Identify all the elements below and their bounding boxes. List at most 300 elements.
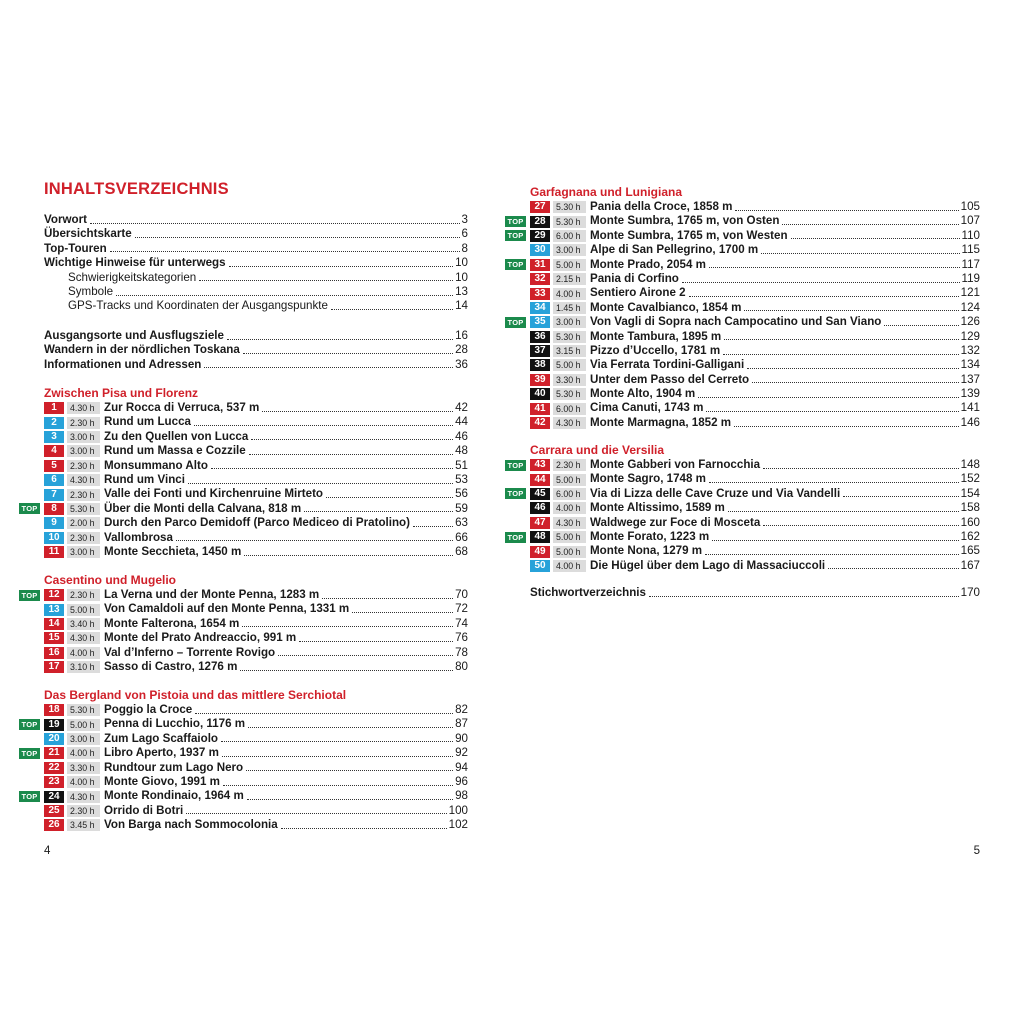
entry-title: Ausgangsorte und Ausflugsziele [44,329,224,342]
tour-duration: 4.30 h [67,474,100,486]
dot-leader [116,287,453,296]
tour-duration: 2.30 h [553,459,586,471]
top-badge: TOP [19,748,40,759]
dot-leader [227,331,453,340]
tour-duration: 2.00 h [67,517,100,529]
toc-entry[interactable] [44,299,468,313]
index-link[interactable] [530,586,980,600]
section-garfagnana [507,184,980,430]
tour-number: 30 [530,244,550,256]
tour-name: Monte Prado, 2054 m [590,257,706,271]
dot-leader [331,301,453,310]
tour-page: 154 [960,486,980,500]
entry-title: Symbole [68,284,114,298]
section-carrara [507,442,980,573]
tour-entry[interactable] [507,486,980,501]
tour-entry[interactable] [44,602,468,616]
tour-number: 26 [44,819,64,831]
tour-duration: 4.00 h [553,288,586,300]
tour-duration: 3.30 h [553,374,586,386]
tour-page: 94 [455,760,468,774]
dot-leader [186,805,446,814]
dot-leader [176,532,453,541]
tour-duration: 6.00 h [553,230,586,242]
tour-entry[interactable] [507,214,980,228]
dot-leader [744,302,958,311]
dot-leader [761,245,959,254]
tour-entry[interactable] [44,531,468,545]
page-number-right: 5 [973,845,980,857]
tour-duration: 5.00 h [553,359,586,371]
entry-title: GPS-Tracks und Koordinaten der Ausgangspunkte [68,299,328,313]
tour-page: 59 [455,501,468,515]
toc-entry[interactable] [44,329,468,343]
entry-title: Top-Touren [44,241,107,255]
tour-number: 1 [44,402,64,414]
dot-leader [728,503,959,512]
tour-number: 18 [44,704,64,716]
tour-duration: 5.00 h [553,259,586,271]
tour-duration: 2.30 h [67,417,100,429]
right-page [507,0,980,1024]
tour-duration: 5.30 h [553,331,586,343]
tour-entry[interactable] [530,416,980,430]
dot-leader [705,546,959,555]
tour-name: Durch den Parco Demidoff (Parco Mediceo di Pratolino) [104,516,410,530]
dot-leader [828,560,959,569]
tour-number: 23 [44,776,64,788]
dot-leader [242,618,453,627]
tour-name: Monte Nona, 1279 m [590,544,703,558]
dot-leader [304,503,453,512]
tour-number: 46 [530,502,550,514]
tour-entry[interactable] [530,200,980,214]
entry-page: 14 [455,299,468,313]
tour-page: 121 [960,286,980,300]
tour-entry[interactable] [507,315,980,329]
tour-entry[interactable] [44,415,468,429]
tour-entry[interactable] [530,559,980,573]
tour-number: 44 [530,474,550,486]
dot-leader [135,229,460,238]
tour-number: 31 [530,259,550,271]
tour-page: 100 [448,803,468,817]
tour-name: Pania della Croce, 1858 m [590,200,733,213]
tour-name: Die Hügel über dem Lago di Massaciuccoli [590,558,826,572]
section-pistoia [21,687,468,833]
toc-entry[interactable] [44,256,468,270]
tour-number: 17 [44,661,64,673]
tour-number: 5 [44,460,64,472]
tour-entry[interactable] [21,789,468,803]
tour-page: 124 [960,300,980,314]
tour-page: 98 [455,789,468,803]
tour-entry[interactable] [44,444,468,458]
tour-number: 21 [44,747,64,759]
entry-page: 10 [455,256,468,270]
tour-entry[interactable] [530,373,980,387]
top-badge: TOP [505,216,526,227]
tour-duration: 5.30 h [553,201,586,213]
tour-name: Orrido di Botri [104,803,184,817]
tour-page: 80 [455,659,468,673]
tour-duration: 3.00 h [553,244,586,256]
tour-name: Monte Tambura, 1895 m [590,329,722,343]
tour-name: Unter dem Passo del Cerreto [590,372,750,386]
dot-leader [709,474,959,483]
tour-duration: 3.10 h [67,661,100,673]
tour-entry[interactable] [507,529,980,544]
tour-entry[interactable] [530,344,980,358]
tour-number: 47 [530,517,550,529]
top-badge: TOP [19,503,40,514]
tour-name: Von Vagli di Sopra nach Campocatino und San Viano [590,315,882,329]
tour-page: 102 [448,818,468,832]
tour-entry[interactable] [530,401,980,415]
tour-duration: 6.00 h [553,488,586,500]
tour-entry[interactable] [530,330,980,344]
front-matter-list [44,213,468,314]
dot-leader [723,346,958,355]
toc-entry[interactable] [44,227,468,241]
tour-name: Rund um Vinci [104,472,185,486]
tour-duration: 4.30 h [67,632,100,644]
tour-name: Poggio la Croce [104,703,193,716]
tour-page: 72 [455,602,468,616]
tour-name: Monte Forato, 1223 m [590,529,710,543]
tour-duration: 4.00 h [67,747,100,759]
tour-page: 141 [960,401,980,415]
tour-name: Monte Sagro, 1748 m [590,472,706,486]
tour-name: Val d’Inferno – Torrente Rovigo [104,645,276,659]
tour-duration: 3.40 h [67,618,100,630]
dot-leader [709,259,960,268]
tour-entry[interactable] [44,775,468,789]
dot-leader [278,647,453,656]
tour-name: Pizzo d’Uccello, 1781 m [590,343,721,357]
tour-entry[interactable] [44,487,468,501]
tour-number: 6 [44,474,64,486]
tour-entry[interactable] [44,459,468,473]
dot-leader [724,331,958,340]
tour-duration: 6.00 h [553,403,586,415]
tour-number: 20 [44,733,64,745]
dot-leader [243,345,453,354]
tour-page: 68 [455,544,468,558]
tour-number: 41 [530,403,550,415]
tour-entry[interactable] [530,243,980,257]
tour-number: 43 [530,459,550,471]
tour-page: 146 [960,415,980,429]
tour-number: 14 [44,618,64,630]
tour-number: 45 [530,488,550,500]
page-number-left: 4 [44,845,51,857]
tour-entry[interactable] [21,746,468,760]
tour-entry[interactable] [530,387,980,401]
tour-entry[interactable] [44,646,468,660]
entry-page: 3 [461,213,468,226]
tour-number: 50 [530,560,550,572]
tour-entry[interactable] [44,473,468,487]
tour-duration: 3.45 h [67,819,100,831]
page-title: INHALTSVERZEICHNIS [44,180,229,198]
tour-entry[interactable] [44,703,468,717]
tour-page: 76 [455,631,468,645]
dot-leader [689,288,959,297]
tour-entry[interactable] [530,272,980,286]
dot-leader [281,820,447,829]
entry-page: 10 [455,270,468,284]
toc-entry[interactable] [44,285,468,299]
tour-number: 15 [44,632,64,644]
tour-page: 51 [455,458,468,472]
tour-page: 53 [455,472,468,486]
tour-page: 90 [455,731,468,745]
tour-duration: 2.30 h [67,805,100,817]
tour-name: Über die Monti della Calvana, 818 m [104,501,302,515]
tour-entry[interactable] [530,358,980,372]
tour-number: 9 [44,517,64,529]
tour-number: 11 [44,546,64,558]
tour-entry[interactable] [507,257,980,272]
tour-duration: 5.30 h [553,216,586,228]
entry-title: Wichtige Hinweise für unterwegs [44,256,226,270]
toc-entry[interactable] [44,242,468,256]
tour-number: 24 [44,791,64,803]
tour-page: 105 [960,200,980,213]
tour-entry[interactable] [21,717,468,731]
dot-leader [763,460,959,469]
tour-entry[interactable] [44,401,468,415]
tour-name: Monte Giovo, 1991 m [104,774,220,788]
tour-duration: 3.00 h [67,431,100,443]
dot-leader [249,446,453,455]
tour-entry[interactable] [21,501,468,516]
top-badge: TOP [505,317,526,328]
dot-leader [752,374,959,383]
toc-entry[interactable] [44,213,468,227]
tour-name: Zur Rocca di Verruca, 537 m [104,401,260,414]
top-badge: TOP [505,488,526,499]
tour-page: 107 [960,214,980,228]
tour-page: 74 [455,616,468,630]
tour-name: Monte Gabberi von Farnocchia [590,458,761,471]
dot-leader [843,488,958,497]
tour-duration: 5.00 h [553,531,586,543]
tour-duration: 3.00 h [67,445,100,457]
dot-leader [262,403,453,412]
tour-name: Vallombrosa [104,530,173,544]
tour-number: 42 [530,417,550,429]
tour-number: 8 [44,503,64,515]
tour-name: Monte Falterona, 1654 m [104,616,240,630]
tour-number: 22 [44,762,64,774]
tour-entry[interactable] [21,588,468,602]
section-title: Zwischen Pisa und Florenz [44,386,199,400]
tour-duration: 3.15 h [553,345,586,357]
entry-title: Übersichtskarte [44,227,132,241]
tour-entry[interactable] [530,472,980,486]
dot-leader [884,317,958,326]
dot-leader [195,705,453,714]
tour-duration: 2.30 h [67,460,100,472]
tour-duration: 5.30 h [67,704,100,716]
tour-name: Rundtour zum Lago Nero [104,760,244,774]
tour-entry[interactable] [507,228,980,243]
tour-duration: 3.00 h [67,546,100,558]
tour-duration: 4.30 h [553,517,586,529]
dot-leader [244,547,453,556]
dot-leader [247,791,453,800]
tour-number: 7 [44,489,64,501]
dot-leader [211,460,453,469]
tour-name: Zum Lago Scaffaiolo [104,731,219,745]
tour-name: Monte Sumbra, 1765 m, von Osten [590,214,780,228]
tour-name: Via di Lizza delle Cave Cruze und Via Vandelli [590,486,841,500]
tour-number: 2 [44,417,64,429]
dot-leader [763,517,958,526]
tour-page: 110 [961,228,980,242]
dot-leader [221,733,453,742]
tour-entry[interactable] [44,818,468,832]
entry-title: Wandern in der nördlichen Toskana [44,343,240,357]
tour-number: 29 [530,230,550,242]
dot-leader [649,588,959,597]
tour-number: 37 [530,345,550,357]
tour-page: 160 [960,515,980,529]
tour-entry[interactable] [530,286,980,300]
dot-leader [223,777,453,786]
tour-duration: 3.00 h [553,316,586,328]
entry-page: 28 [455,343,468,357]
tour-page: 70 [455,588,468,601]
toc-entry[interactable] [44,358,468,372]
dot-leader [706,403,958,412]
tour-page: 152 [960,472,980,486]
entry-title: Stichwortverzeichnis [530,586,646,599]
tour-page: 132 [960,343,980,357]
tour-number: 33 [530,288,550,300]
tour-duration: 3.30 h [67,762,100,774]
section-casentino [21,572,468,674]
tour-number: 4 [44,445,64,457]
tour-page: 42 [455,401,468,414]
tour-entry[interactable] [530,516,980,530]
top-badge: TOP [19,719,40,730]
tour-entry[interactable] [530,301,980,315]
tour-name: Sentiero Airone 2 [590,286,686,300]
tour-page: 119 [961,271,980,285]
entry-page: 16 [455,329,468,342]
tour-page: 82 [455,703,468,716]
tour-page: 63 [455,516,468,530]
top-badge: TOP [505,532,526,543]
tour-name: Rund um Massa e Cozzile [104,444,246,458]
tour-number: 13 [44,604,64,616]
dot-leader [204,359,453,368]
tour-entry[interactable] [507,458,980,472]
tour-name: Cima Canuti, 1743 m [590,401,704,415]
tour-entry[interactable] [44,804,468,818]
tour-number: 27 [530,201,550,213]
dot-leader [322,590,453,599]
tour-number: 39 [530,374,550,386]
tour-entry[interactable] [44,631,468,645]
tour-duration: 4.00 h [67,647,100,659]
tour-number: 16 [44,647,64,659]
tour-duration: 2.30 h [67,489,100,501]
tour-page: 48 [455,444,468,458]
tour-duration: 4.00 h [553,560,586,572]
dot-leader [782,216,958,225]
tour-name: Monte Secchieta, 1450 m [104,544,242,558]
tour-page: 117 [961,257,980,271]
dot-leader [326,489,453,498]
tour-duration: 5.00 h [553,546,586,558]
tour-entry[interactable] [44,732,468,746]
section-title: Das Bergland von Pistoia und das mittlere Serchiotal [44,688,347,702]
tour-number: 19 [44,719,64,731]
tour-entry[interactable] [44,516,468,530]
tour-page: 137 [960,372,980,386]
tour-number: 25 [44,805,64,817]
tour-duration: 4.00 h [67,776,100,788]
tour-duration: 5.30 h [553,388,586,400]
tour-entry[interactable] [44,761,468,775]
tour-number: 35 [530,316,550,328]
tour-page: 92 [455,746,468,760]
section-title: Casentino und Mugelio [44,573,176,587]
dot-leader [734,418,959,427]
dot-leader [299,633,453,642]
top-badge: TOP [19,590,40,601]
tour-number: 34 [530,302,550,314]
tour-page: 129 [960,329,980,343]
tour-name: Via Ferrata Tordini-Galligani [590,358,745,372]
tour-number: 49 [530,546,550,558]
tour-entry[interactable] [44,660,468,674]
tour-name: Alpe di San Pellegrino, 1700 m [590,243,759,257]
section-title: Garfagnana und Lunigiana [530,185,683,199]
dot-leader [222,748,453,757]
tour-page: 134 [960,358,980,372]
tour-entry[interactable] [44,545,468,559]
tour-duration: 1.45 h [553,302,586,314]
tour-name: Monte Marmagna, 1852 m [590,415,732,429]
tour-entry[interactable] [530,544,980,558]
tour-entry[interactable] [44,430,468,444]
entry-title: Schwierigkeitskategorien [68,270,197,284]
dot-leader [712,532,958,541]
toc-entry[interactable] [44,271,468,285]
tour-page: 87 [455,717,468,731]
tour-entry[interactable] [44,617,468,631]
tour-name: Von Barga nach Sommocolonia [104,818,278,832]
toc-entry[interactable] [44,343,468,357]
tour-name: Pania di Corfino [590,271,679,285]
tour-entry[interactable] [530,501,980,515]
tour-number: 28 [530,216,550,228]
tour-page: 158 [960,501,980,515]
tour-duration: 4.30 h [67,791,100,803]
general-list [44,329,468,372]
tour-duration: 2.15 h [553,273,586,285]
dot-leader [735,202,958,211]
tour-duration: 3.00 h [67,733,100,745]
tour-page: 46 [455,429,468,443]
left-page [21,0,468,1024]
dot-leader [229,258,454,267]
